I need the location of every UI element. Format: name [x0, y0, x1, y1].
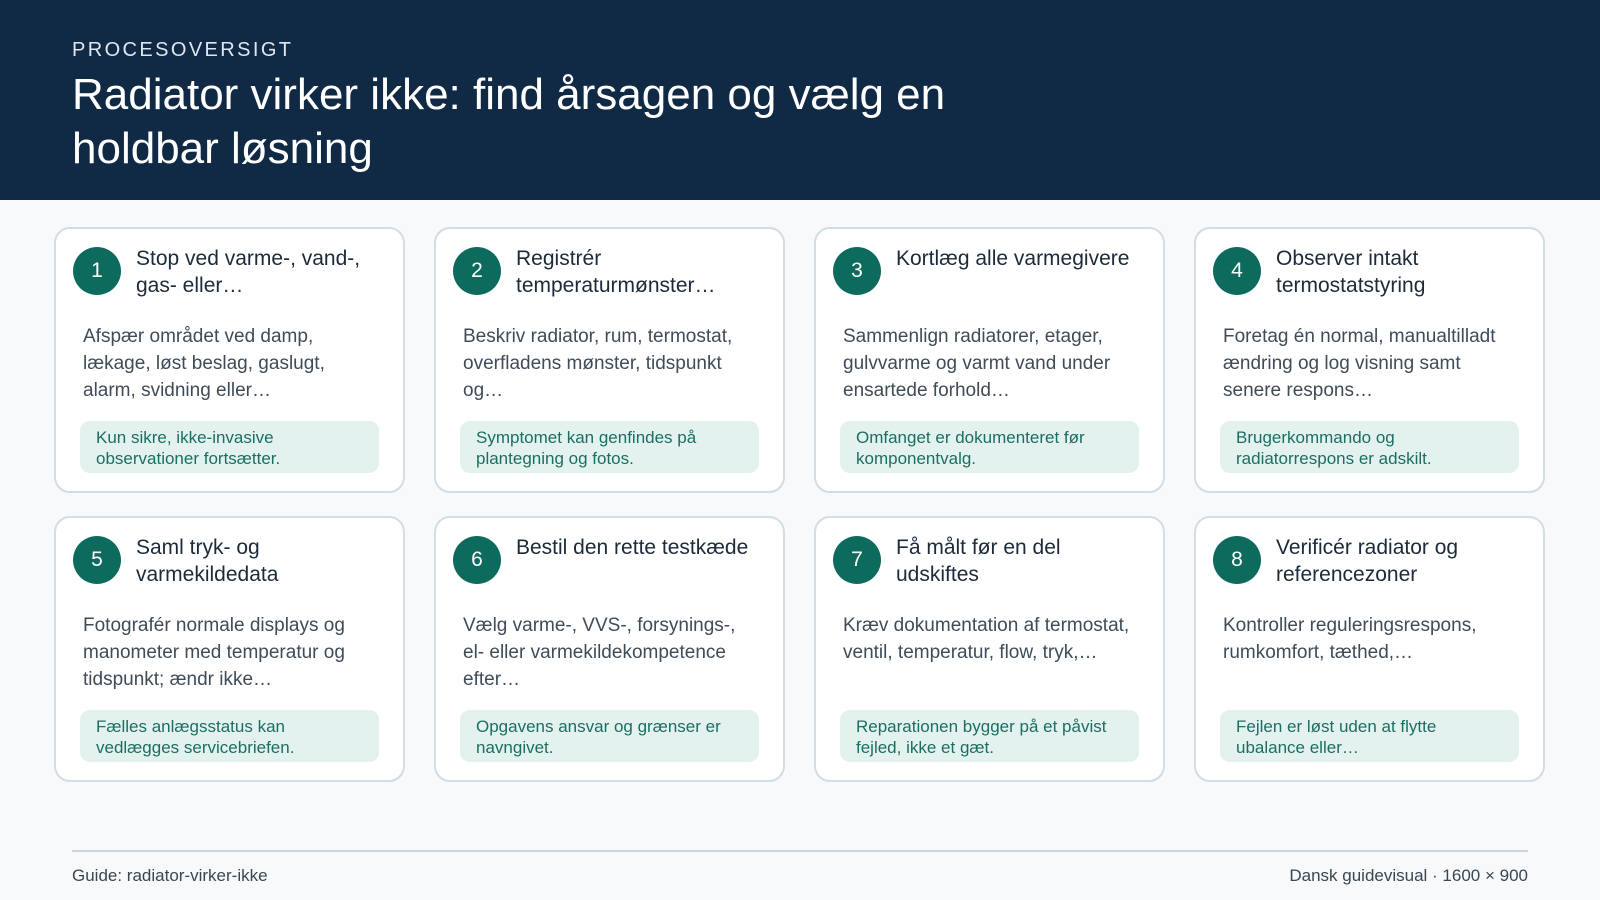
step-header	[453, 245, 759, 323]
page-title: Radiator virker ikke: find årsagen og vælg en holdbar løsning	[72, 70, 946, 173]
step-header	[1213, 534, 1519, 612]
step-description: Beskriv radiator, rum, termostat, overfladens mønster, tidspunkt og…	[463, 326, 733, 401]
step-card	[434, 227, 785, 493]
step-card	[814, 227, 1165, 493]
footer-format-label: Dansk guidevisual · 1600 × 900	[1289, 866, 1528, 885]
step-card	[434, 516, 785, 782]
step-number-badge: 7	[833, 536, 881, 584]
step-header	[1213, 245, 1519, 323]
step-header	[73, 534, 379, 612]
step-title: Få målt før en del udskiftes	[896, 536, 1061, 586]
step-outcome: Brugerkommando og radiatorrespons er adskilt.	[1220, 421, 1519, 473]
step-header	[453, 534, 759, 612]
footer-divider	[72, 850, 1528, 852]
step-description: Fotografér normale displays og manometer med temperatur og tidspunkt; ændr ikke…	[83, 615, 345, 690]
step-description: Kontroller reguleringsrespons, rumkomfort, tæthed,…	[1223, 615, 1477, 663]
step-card	[814, 516, 1165, 782]
step-number-badge: 1	[73, 247, 121, 295]
step-title: Verificér radiator og referencezoner	[1276, 536, 1459, 586]
step-title: Kortlæg alle varmegivere	[896, 247, 1130, 270]
step-card	[54, 227, 405, 493]
step-number-badge: 4	[1213, 247, 1261, 295]
step-outcome: Omfanget er dokumenteret før komponentvalg.	[840, 421, 1139, 473]
step-title: Stop ved varme-, vand-, gas- eller…	[136, 247, 361, 297]
step-number-badge: 5	[73, 536, 121, 584]
step-header	[833, 245, 1139, 323]
steps-grid	[54, 227, 1547, 782]
footer-guide-label: Guide: radiator-virker-ikke	[72, 866, 268, 885]
page-header	[0, 0, 1600, 200]
step-outcome: Opgavens ansvar og grænser er navngivet.	[460, 710, 759, 762]
step-outcome: Fejlen er løst uden at flytte ubalance eller…	[1220, 710, 1519, 762]
step-card	[1194, 227, 1545, 493]
step-title: Registrér temperaturmønster…	[516, 247, 716, 297]
step-header	[73, 245, 379, 323]
step-outcome: Reparationen bygger på et påvist fejled, ikke et gæt.	[840, 710, 1139, 762]
step-number-badge: 3	[833, 247, 881, 295]
step-title: Saml tryk- og varmekildedata	[136, 536, 279, 586]
step-title: Bestil den rette testkæde	[516, 536, 749, 559]
step-description: Afspær området ved damp, lækage, løst beslag, gaslugt, alarm, svidning eller…	[83, 326, 325, 401]
step-card	[1194, 516, 1545, 782]
step-header	[833, 534, 1139, 612]
eyebrow-label: PROCESOVERSIGT	[72, 39, 294, 61]
step-number-badge: 2	[453, 247, 501, 295]
step-description: Sammenlign radiatorer, etager, gulvvarme og varmt vand under ensartede forhold…	[843, 326, 1111, 401]
step-title: Observer intakt termostatstyring	[1276, 247, 1426, 297]
step-card	[54, 516, 405, 782]
step-number-badge: 6	[453, 536, 501, 584]
step-description: Vælg varme-, VVS-, forsynings-, el- eller varmekildekompetence efter…	[463, 615, 736, 690]
step-outcome: Kun sikre, ikke-invasive observationer fortsætter.	[80, 421, 379, 473]
step-description: Kræv dokumentation af termostat, ventil, temperatur, flow, tryk,…	[843, 615, 1130, 663]
step-outcome: Symptomet kan genfindes på plantegning og fotos.	[460, 421, 759, 473]
step-description: Foretag én normal, manualtilladt ændring og log visning samt senere respons…	[1223, 326, 1496, 401]
step-number-badge: 8	[1213, 536, 1261, 584]
step-outcome: Fælles anlægsstatus kan vedlægges servicebriefen.	[80, 710, 379, 762]
